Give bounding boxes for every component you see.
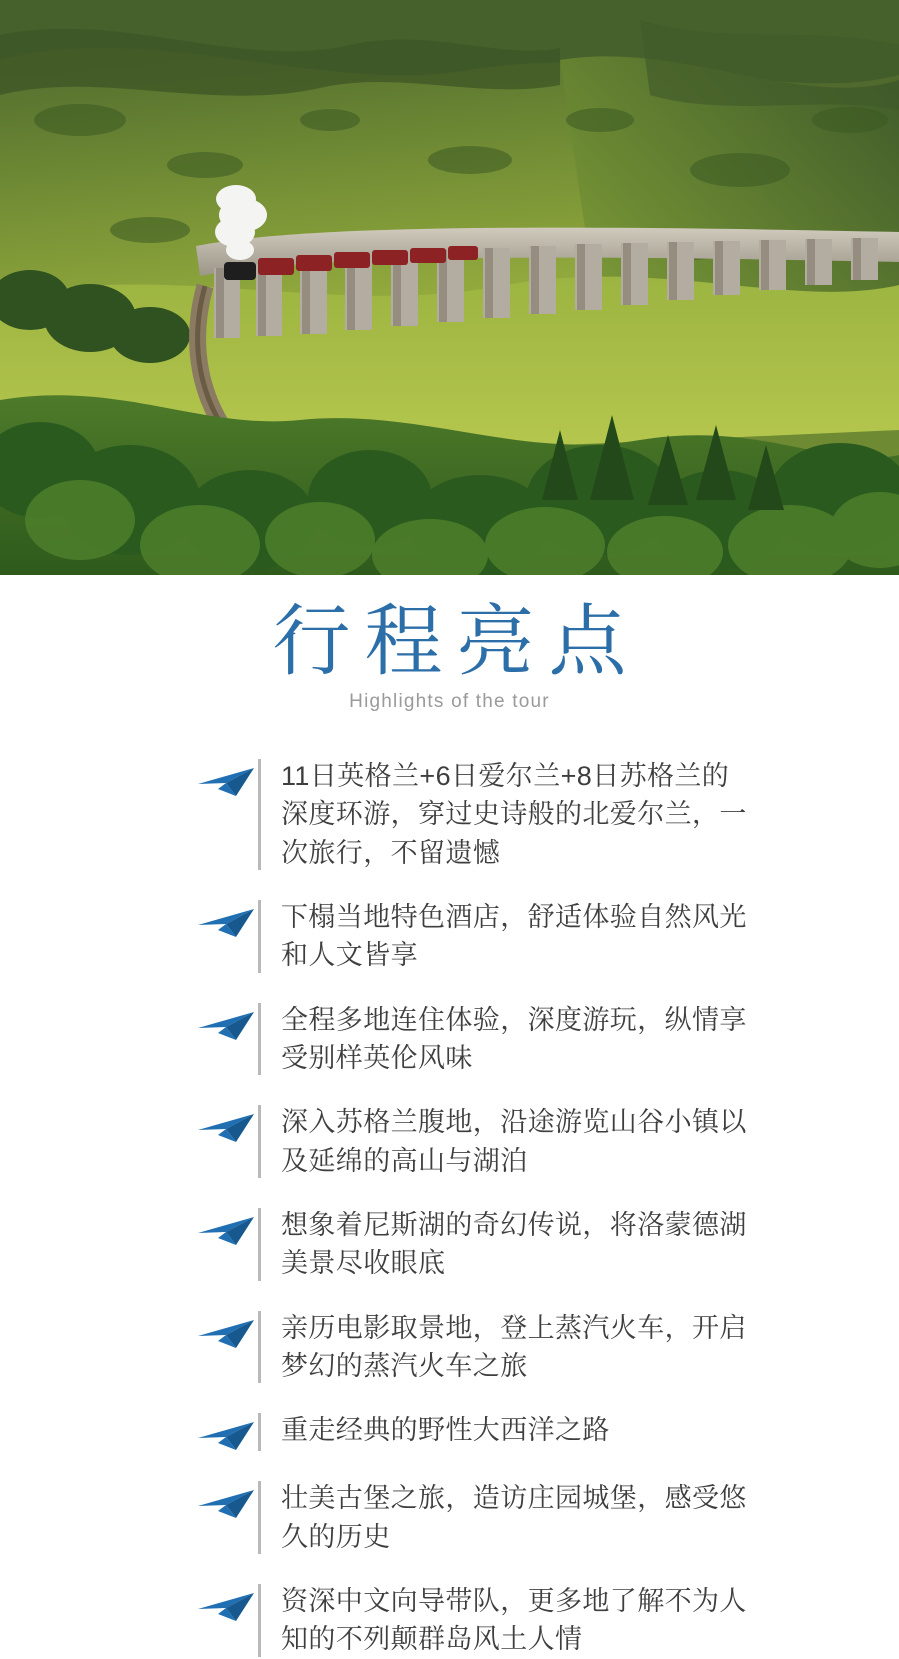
hero-illustration xyxy=(0,0,899,575)
highlight-item xyxy=(196,1582,869,1659)
highlight-text: 想象着尼斯湖的奇幻传说，将洛蒙德湖美景尽收眼底 xyxy=(281,1209,747,1279)
highlight-divider xyxy=(258,759,261,870)
paper-plane-icon xyxy=(196,1317,256,1351)
highlight-divider xyxy=(258,1208,261,1281)
paper-plane-icon xyxy=(196,1001,258,1043)
paper-plane-icon xyxy=(196,1411,258,1453)
highlight-item xyxy=(196,1479,869,1556)
highlight-text: 亲历电影取景地，登上蒸汽火车，开启梦幻的蒸汽火车之旅 xyxy=(281,1312,747,1381)
paper-plane-icon xyxy=(196,1206,258,1248)
paper-plane-icon xyxy=(196,1009,256,1043)
paper-plane-icon xyxy=(196,906,256,940)
paper-plane-icon xyxy=(196,898,258,940)
highlight-item xyxy=(196,898,869,975)
highlight-divider xyxy=(258,1003,261,1076)
paper-plane-icon xyxy=(196,1479,258,1521)
paper-plane-icon xyxy=(196,1582,258,1624)
hero-image xyxy=(0,0,899,575)
highlight-divider xyxy=(258,1311,261,1384)
highlight-text: 全程多地连住体验，深度游玩，纵情享受别样英伦风味 xyxy=(281,1004,747,1073)
highlight-item xyxy=(196,1206,869,1283)
paper-plane-icon xyxy=(196,765,256,799)
paper-plane-icon xyxy=(196,1214,256,1248)
highlight-divider xyxy=(258,1413,261,1451)
paper-plane-icon xyxy=(196,1419,256,1453)
highlight-text: 11日英格兰+6日爱尔兰+8日苏格兰的深度环游，穿过史诗般的北爱尔兰，一次旅行，不留遗憾 xyxy=(281,761,747,868)
paper-plane-icon xyxy=(196,757,258,799)
page-subtitle: Highlights of the tour xyxy=(349,691,550,712)
highlight-item xyxy=(196,1411,869,1453)
paper-plane-icon xyxy=(196,1111,256,1145)
highlight-text: 资深中文向导带队，更多地了解不为人知的不列颠群岛风土人情 xyxy=(281,1585,747,1655)
paper-plane-icon xyxy=(196,1103,258,1145)
page-title: 行程亮点 xyxy=(272,598,641,685)
highlight-text: 深入苏格兰腹地，沿途游览山谷小镇以及延绵的高山与湖泊 xyxy=(281,1107,747,1176)
paper-plane-icon xyxy=(196,1590,256,1624)
highlight-divider xyxy=(258,900,261,973)
highlight-item xyxy=(196,1001,869,1078)
highlight-text: 下榻当地特色酒店，舒适体验自然风光和人文皆享 xyxy=(281,901,747,971)
highlight-text: 重走经典的野性大西洋之路 xyxy=(281,1415,610,1446)
highlight-item xyxy=(196,757,869,872)
section-title-block xyxy=(0,575,899,713)
highlight-divider xyxy=(258,1105,261,1178)
highlight-item xyxy=(196,1309,869,1386)
highlight-divider xyxy=(258,1481,261,1554)
paper-plane-icon xyxy=(196,1487,256,1521)
highlight-item xyxy=(196,1103,869,1180)
paper-plane-icon xyxy=(196,1309,258,1351)
highlight-divider xyxy=(258,1584,261,1657)
highlights-list xyxy=(0,757,899,1659)
highlight-text: 壮美古堡之旅，造访庄园城堡，感受悠久的历史 xyxy=(281,1483,747,1552)
